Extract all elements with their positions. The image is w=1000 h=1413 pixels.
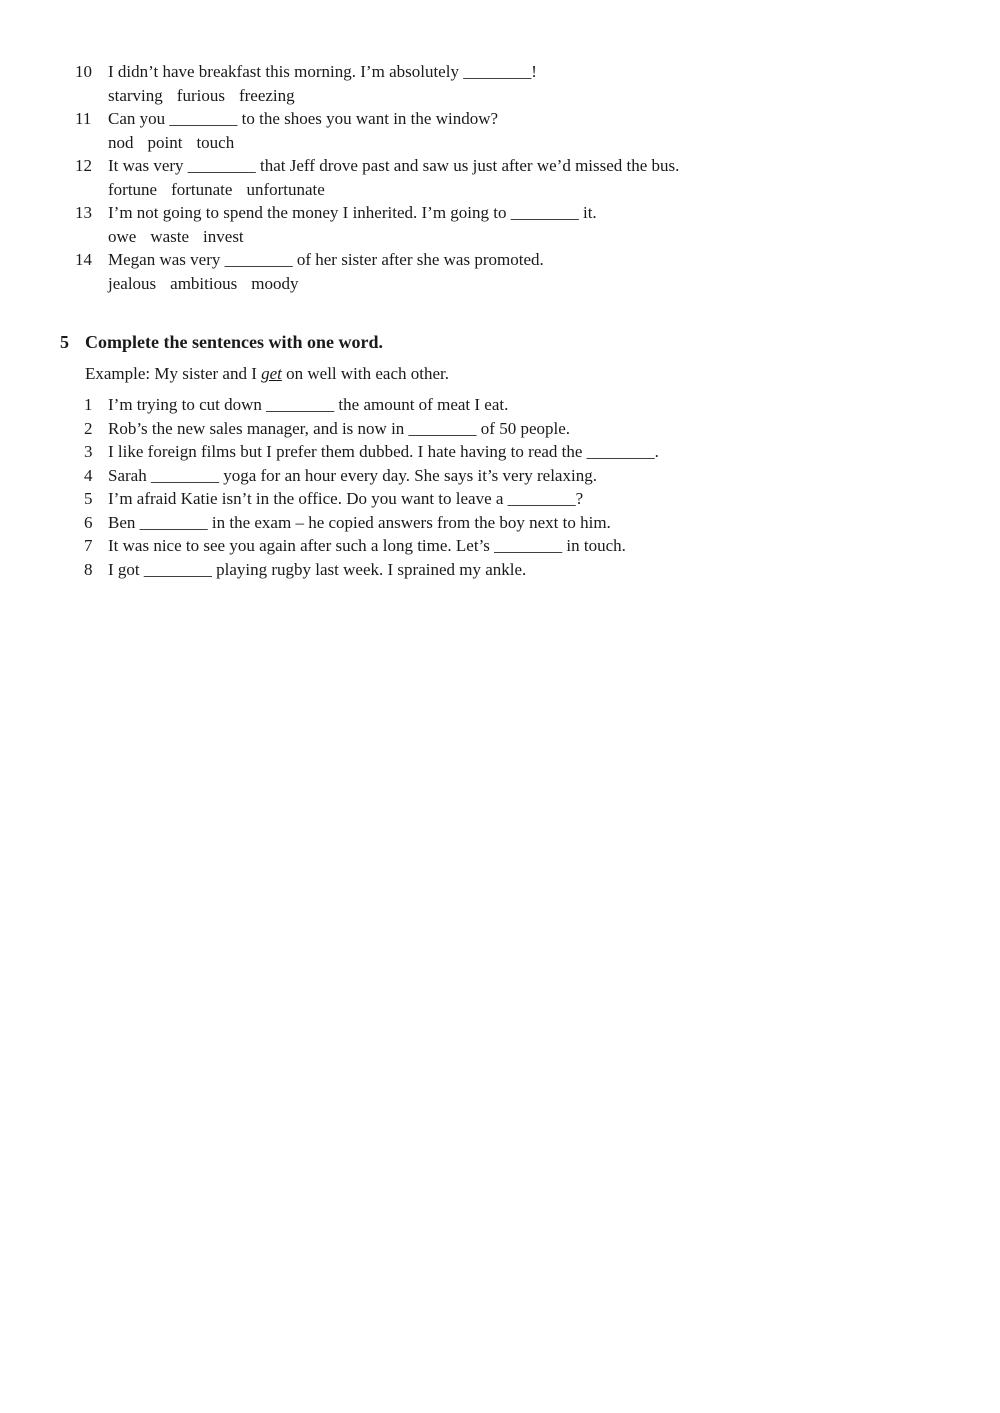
example-sentence xyxy=(85,362,960,386)
multiple-choice-list xyxy=(62,60,962,295)
item-number: 5 xyxy=(84,489,93,508)
answer-option[interactable]: ambitious xyxy=(170,273,238,293)
item-number: 1 xyxy=(84,395,93,414)
example-answer-word: get xyxy=(261,364,282,383)
item-sentence: Sarah ________ yoga for an hour every day. She says it’s very relaxing. xyxy=(108,465,597,485)
fill-item-3[interactable] xyxy=(60,440,960,464)
answer-option[interactable]: starving xyxy=(108,85,163,105)
answer-option[interactable]: freezing xyxy=(238,85,295,105)
section-title: Complete the sentences with one word. xyxy=(85,332,383,352)
answer-options xyxy=(108,272,312,296)
answer-option[interactable]: touch xyxy=(196,132,235,152)
fill-item-7[interactable] xyxy=(60,534,960,558)
question-sentence: It was very ________ that Jeff drove past and saw us just after we’d missed the bus. xyxy=(108,156,680,175)
question-14 xyxy=(62,248,962,295)
item-number: 2 xyxy=(84,418,93,438)
question-10 xyxy=(62,60,962,107)
answer-options xyxy=(108,225,258,249)
fill-item-6[interactable] xyxy=(60,511,960,535)
question-sentence: Megan was very ________ of her sister after she was promoted. xyxy=(108,250,544,269)
answer-option[interactable]: unfortunate xyxy=(246,179,325,199)
answer-option[interactable]: waste xyxy=(150,226,190,246)
answer-options xyxy=(108,131,248,155)
item-number: 4 xyxy=(84,465,93,485)
item-number: 8 xyxy=(84,559,93,579)
question-12 xyxy=(62,154,962,201)
item-sentence: I’m afraid Katie isn’t in the office. Do you want to leave a ________? xyxy=(108,489,584,508)
item-sentence: I’m trying to cut down ________ the amount of meat I eat. xyxy=(108,395,509,414)
fill-item-4[interactable] xyxy=(60,464,960,488)
question-sentence: I’m not going to spend the money I inherited. I’m going to ________ it. xyxy=(108,203,597,222)
question-11 xyxy=(62,107,962,154)
section-heading xyxy=(60,329,960,355)
question-13 xyxy=(62,201,962,248)
answer-option[interactable]: nod xyxy=(108,132,134,152)
question-sentence: I didn’t have breakfast this morning. I’m absolutely ________! xyxy=(108,62,537,81)
fill-item-5[interactable] xyxy=(60,487,960,511)
item-number: 3 xyxy=(84,442,93,461)
item-number: 7 xyxy=(84,536,93,555)
answer-option[interactable]: moody xyxy=(251,273,299,293)
example-prefix: Example: My sister and I xyxy=(85,364,262,383)
section-number: 5 xyxy=(60,332,69,352)
answer-option[interactable]: owe xyxy=(108,226,137,246)
fill-in-list xyxy=(60,393,960,581)
question-number: 12 xyxy=(75,156,92,175)
question-sentence: Can you ________ to the shoes you want in the window? xyxy=(108,109,499,128)
item-sentence: I like foreign films but I prefer them dubbed. I hate having to read the ________. xyxy=(108,442,659,461)
fill-item-1[interactable] xyxy=(60,393,960,417)
question-number: 13 xyxy=(75,203,92,222)
section-5 xyxy=(60,329,960,581)
question-number: 14 xyxy=(75,250,92,269)
answer-option[interactable]: point xyxy=(147,132,183,152)
answer-options xyxy=(108,84,309,108)
item-sentence: It was nice to see you again after such a long time. Let’s ________ in touch. xyxy=(108,536,626,555)
item-sentence: Rob’s the new sales manager, and is now in ________ of 50 people. xyxy=(108,418,571,438)
example-suffix: on well with each other. xyxy=(281,364,450,383)
item-number: 6 xyxy=(84,512,93,532)
answer-option[interactable]: furious xyxy=(176,85,225,105)
answer-option[interactable]: fortunate xyxy=(171,179,233,199)
fill-item-8[interactable] xyxy=(60,558,960,582)
question-number: 10 xyxy=(75,62,92,81)
fill-item-2[interactable] xyxy=(60,417,960,441)
item-sentence: I got ________ playing rugby last week. I sprained my ankle. xyxy=(108,559,527,579)
question-number: 11 xyxy=(75,109,92,128)
answer-options xyxy=(108,178,339,202)
answer-option[interactable]: jealous xyxy=(108,273,157,293)
answer-option[interactable]: fortune xyxy=(108,179,158,199)
item-sentence: Ben ________ in the exam – he copied answers from the boy next to him. xyxy=(108,512,611,532)
answer-option[interactable]: invest xyxy=(203,226,244,246)
